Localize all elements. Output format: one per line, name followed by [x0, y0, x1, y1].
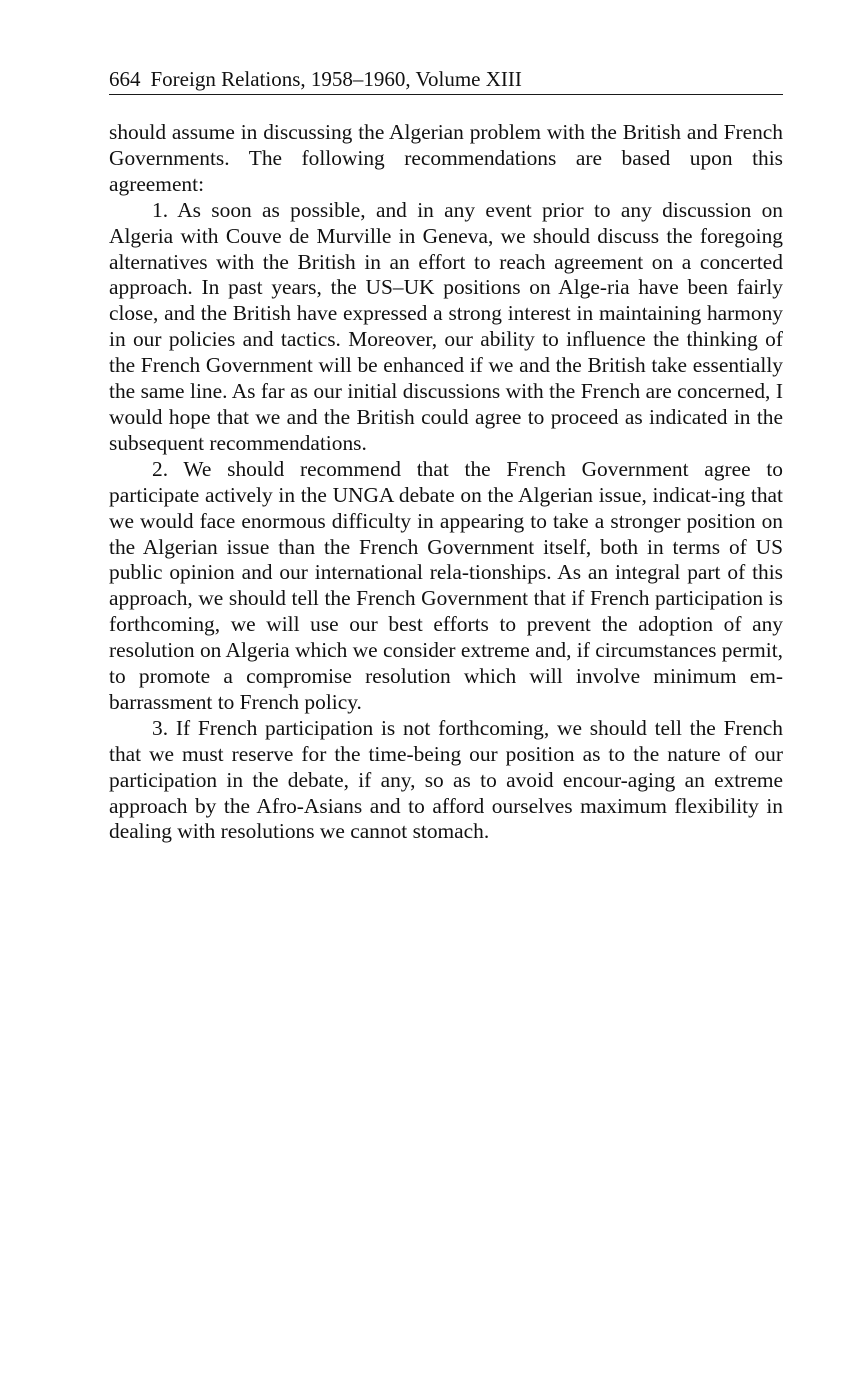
- running-head: [109, 64, 783, 95]
- running-title: Foreign Relations, 1958–1960, Volume XIII: [150, 67, 522, 91]
- page-number: 664: [109, 67, 141, 91]
- recommendation-1: 1. As soon as possible, and in any event prior to any discussion on Algeria with Couve de Murville in Geneva, we should discuss the foregoing alternatives with the British in an effort to reach agreement on a concerted approach. In past years, the US–UK positions on Alge-ria have been fairly close, and the British have expressed a strong interest in maintaining harmony in our policies and tactics. Moreover, our ability to influence the thinking of the French Government will be enhanced if we and the British take essentially the same line. As far as our initial discussions with the French are concerned, I would hope that we and the British could agree to proceed as indicated in the subsequent recommendations.: [109, 197, 783, 455]
- recommendation-2: 2. We should recommend that the French Government agree to participate actively in the UNGA debate on the Algerian issue, indicat-ing that we would face enormous difficulty in appearing to take a stronger position on the Algerian issue than the French Government itself, both in terms of US public opinion and our international rela-tionships. As an integral part of this approach, we should tell the French Government that if French participation is forthcoming, we will use our best efforts to prevent the adoption of any resolution on Algeria which we consider extreme and, if circumstances permit, to promote a compromise resolution which will involve minimum em-barrassment to French policy.: [109, 456, 783, 714]
- paragraph-continuation: should assume in discussing the Algerian problem with the British and French Governments. The following recommendations are based upon this agreement:: [109, 120, 783, 196]
- body-text: [109, 120, 783, 845]
- recommendation-3: 3. If French participation is not forthcoming, we should tell the French that we must reserve for the time-being our position as to the nature of our participation in the debate, if any, so as to avoid encour-aging an extreme approach by the Afro-Asians and to afford ourselves maximum flexibility in dealing with resolutions we cannot stomach.: [109, 715, 783, 844]
